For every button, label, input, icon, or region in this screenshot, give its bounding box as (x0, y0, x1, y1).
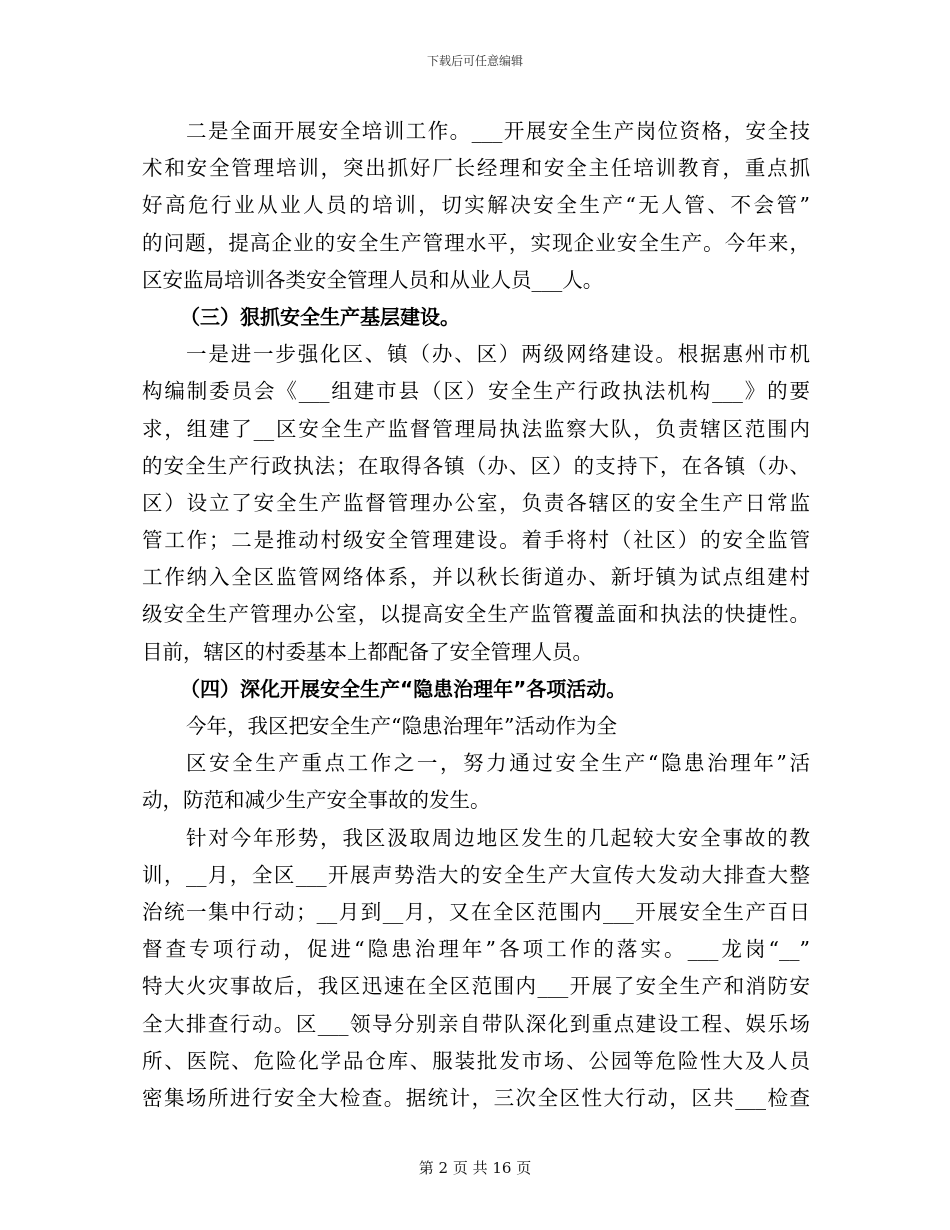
paragraph-line: 管工作；二是推动村级安全管理建设。着手将村（社区）的安全监管 (142, 528, 810, 553)
paragraph-line: 好高危行业从业人员的培训，切实解决安全生产“无人管、不会管” (142, 193, 810, 218)
section-heading: （四）深化开展安全生产“隐患治理年”各项活动。 (180, 676, 627, 701)
paragraph-line: 密集场所进行安全大检查。据统计，三次全区性大行动，区共___检查 (142, 1085, 810, 1110)
paragraph-line: 动，防范和减少生产安全事故的发生。 (142, 788, 491, 813)
page-header: 下载后可任意编辑 (426, 54, 523, 68)
paragraph-line: 级安全生产管理办公室，以提高安全生产监管覆盖面和执法的快捷性。 (142, 602, 810, 627)
paragraph-line: 针对今年形势，我区汲取周边地区发生的几起较大安全事故的教 (186, 825, 810, 850)
page-number: 第 2 页 共 16 页 (418, 1159, 532, 1177)
paragraph-line: 工作纳入全区监管网络体系，并以秋长街道办、新圩镇为试点组建村 (142, 565, 810, 590)
paragraph-line: 术和安全管理培训，突出抓好厂长经理和安全主任培训教育，重点抓 (142, 156, 810, 181)
paragraph-line: 一是进一步强化区、镇（办、区）两级网络建设。根据惠州市机 (186, 342, 810, 367)
paragraph-line: 区安全生产重点工作之一，努力通过安全生产“隐患治理年”活 (186, 751, 810, 776)
paragraph-line: 求，组建了__区安全生产监督管理局执法监察大队，负责辖区范围内 (142, 416, 810, 441)
paragraph-line: 训，__月，全区___开展声势浩大的安全生产大宣传大发动大排查大整 (142, 862, 810, 887)
paragraph-line: 所、医院、危险化学品仓库、服装批发市场、公园等危险性大及人员 (142, 1048, 810, 1073)
paragraph-line: 区）设立了安全生产监督管理办公室，负责各辖区的安全生产日常监 (142, 490, 810, 515)
paragraph-line: 二是全面开展安全培训工作。___开展安全生产岗位资格，安全技 (186, 119, 810, 143)
paragraph-line: 区安监局培训各类安全管理人员和从业人员___人。 (142, 267, 604, 292)
paragraph-line: 今年，我区把安全生产“隐患治理年”活动作为全 (186, 714, 617, 738)
section-heading: （三）狠抓安全生产基层建设。 (180, 304, 460, 329)
paragraph-line: 构编制委员会《___组建市县（区）安全生产行政执法机构___》的要 (142, 379, 810, 404)
paragraph-line: 目前，辖区的村委基本上都配备了安全管理人员。 (142, 639, 593, 664)
paragraph-line: 的问题，提高企业的安全生产管理水平，实现企业安全生产。今年来， (142, 230, 810, 255)
paragraph-line: 督查专项行动，促进“隐患治理年”各项工作的落实。___龙岗“__” (142, 937, 810, 962)
paragraph-line: 的安全生产行政执法；在取得各镇（办、区）的支持下，在各镇（办、 (142, 453, 810, 478)
paragraph-line: 治统一集中行动；__月到__月，又在全区范围内___开展安全生产百日 (142, 899, 810, 924)
paragraph-line: 全大排查行动。区___领导分别亲自带队深化到重点建设工程、娱乐场 (142, 1011, 810, 1036)
paragraph-line: 特大火灾事故后，我区迅速在全区范围内___开展了安全生产和消防安 (142, 974, 810, 999)
document-body (142, 113, 810, 1117)
